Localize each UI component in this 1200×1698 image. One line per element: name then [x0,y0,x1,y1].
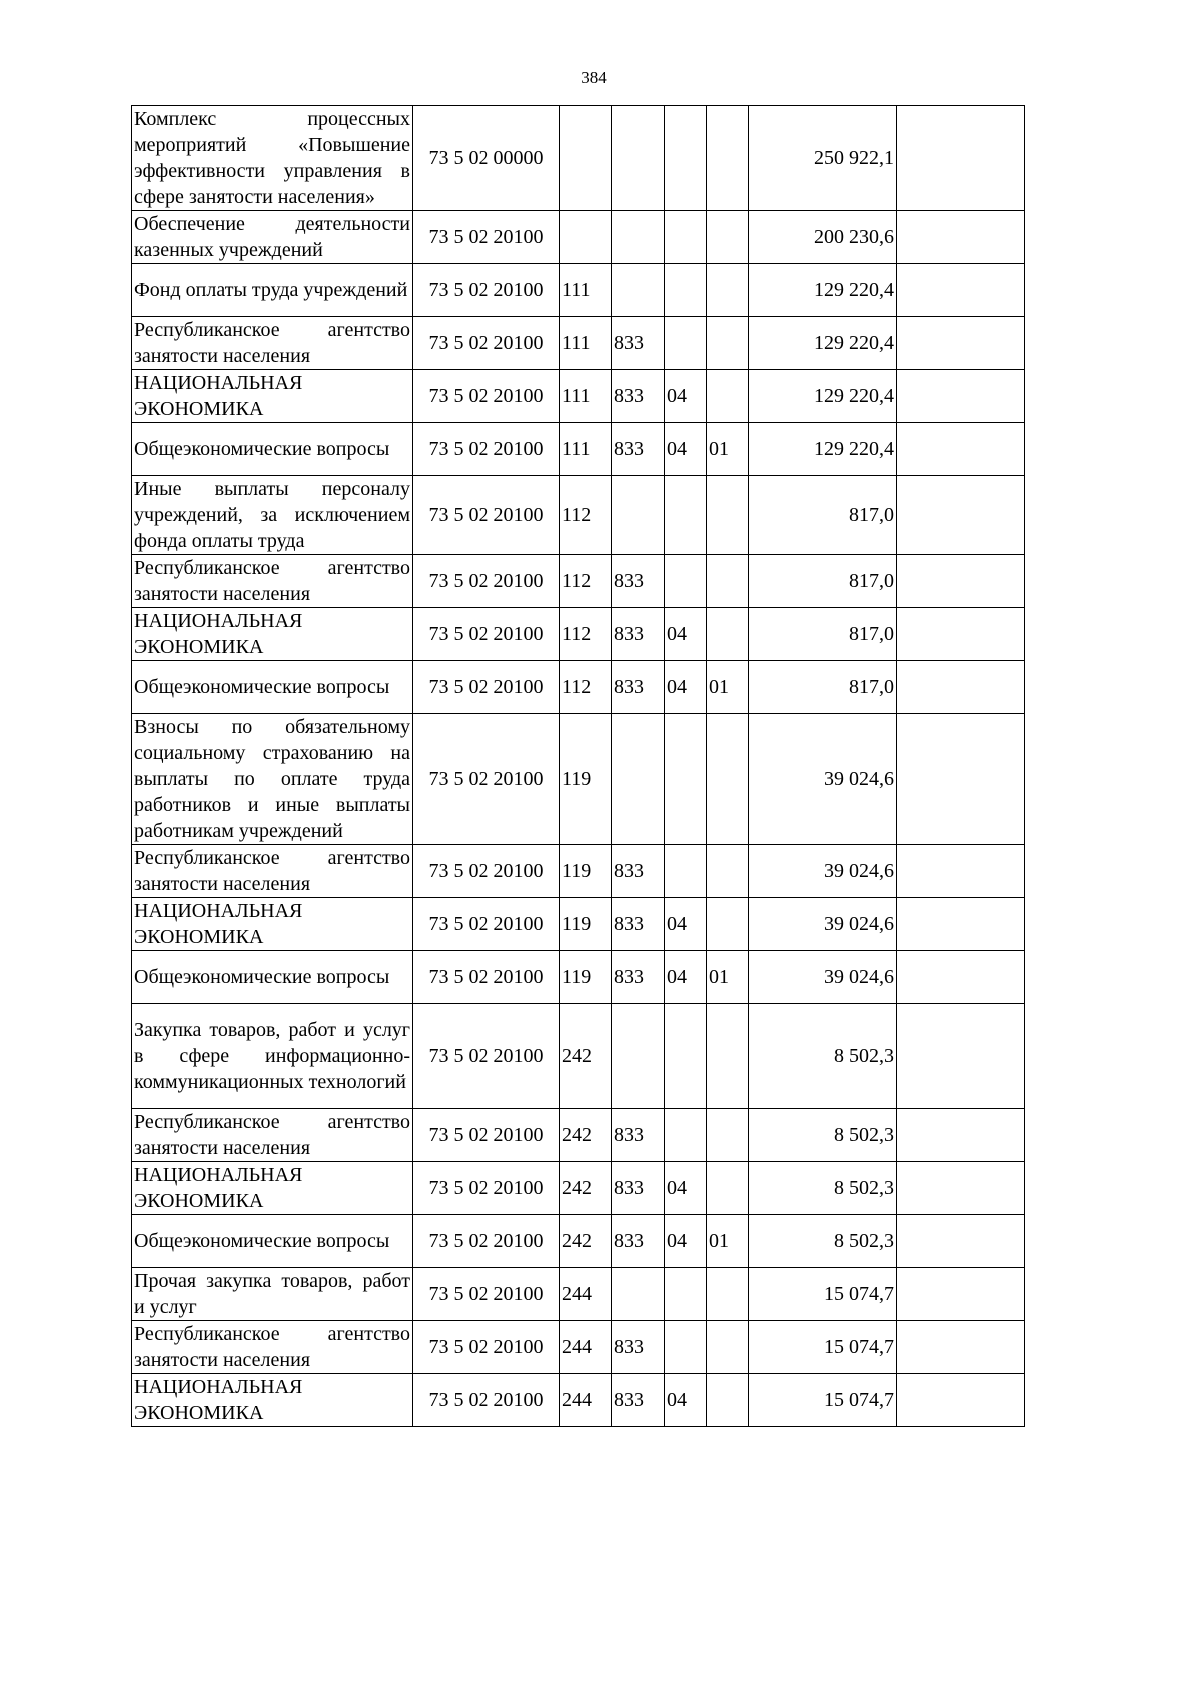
table-row [132,1215,1025,1268]
row-administrator-code [612,211,665,264]
row-subsection: 01 [707,423,749,476]
row-subsection [707,370,749,423]
row-subsection [707,211,749,264]
row-administrator-code: 833 [612,317,665,370]
row-name: Прочая закупка товаров, работ и услуг [132,1268,413,1321]
row-empty-cell [897,1004,1025,1109]
row-expense-type [560,211,612,264]
row-name: Общеэкономические вопросы [132,661,413,714]
row-expense-type: 242 [560,1162,612,1215]
row-name: Общеэкономические вопросы [132,1215,413,1268]
row-administrator-code [612,476,665,555]
row-amount: 817,0 [749,608,897,661]
row-empty-cell [897,714,1025,845]
row-amount: 200 230,6 [749,211,897,264]
row-expense-type: 111 [560,264,612,317]
row-name: Республиканское агентство занятости населения [132,845,413,898]
row-amount: 250 922,1 [749,106,897,211]
row-administrator-code: 833 [612,423,665,476]
row-amount: 129 220,4 [749,370,897,423]
row-name: Закупка товаров, работ и услуг в сфере информационно-коммуникационных технологий [132,1004,413,1109]
row-name: Общеэкономические вопросы [132,951,413,1004]
row-name: НАЦИОНАЛЬНАЯ ЭКОНОМИКА [132,898,413,951]
row-name: НАЦИОНАЛЬНАЯ ЭКОНОМИКА [132,1374,413,1427]
row-target-code: 73 5 02 20100 [413,608,560,661]
row-administrator-code: 833 [612,1215,665,1268]
row-target-code: 73 5 02 20100 [413,845,560,898]
row-name: НАЦИОНАЛЬНАЯ ЭКОНОМИКА [132,370,413,423]
row-expense-type: 111 [560,423,612,476]
table-row [132,1321,1025,1374]
table-row [132,264,1025,317]
table-row [132,845,1025,898]
row-amount: 8 502,3 [749,1004,897,1109]
row-section [665,476,707,555]
row-amount: 129 220,4 [749,264,897,317]
table-row [132,555,1025,608]
table-row [132,1374,1025,1427]
row-section [665,714,707,845]
row-name: Иные выплаты персоналу учреждений, за исключением фонда оплаты труда [132,476,413,555]
row-section [665,555,707,608]
row-subsection [707,1004,749,1109]
row-expense-type: 112 [560,476,612,555]
row-empty-cell [897,845,1025,898]
row-empty-cell [897,476,1025,555]
row-section: 04 [665,1162,707,1215]
row-expense-type: 119 [560,714,612,845]
row-target-code: 73 5 02 00000 [413,106,560,211]
row-expense-type: 111 [560,317,612,370]
row-target-code: 73 5 02 20100 [413,1004,560,1109]
table-row [132,1162,1025,1215]
row-administrator-code [612,1004,665,1109]
row-amount: 129 220,4 [749,317,897,370]
row-empty-cell [897,1268,1025,1321]
row-target-code: 73 5 02 20100 [413,951,560,1004]
row-amount: 817,0 [749,661,897,714]
table-body [132,106,1025,1427]
row-amount: 817,0 [749,555,897,608]
row-target-code: 73 5 02 20100 [413,661,560,714]
row-subsection [707,898,749,951]
table-row [132,1004,1025,1109]
row-section: 04 [665,370,707,423]
row-expense-type: 244 [560,1321,612,1374]
row-section: 04 [665,423,707,476]
row-empty-cell [897,1321,1025,1374]
row-empty-cell [897,1374,1025,1427]
row-administrator-code [612,1268,665,1321]
table-row [132,106,1025,211]
row-subsection [707,608,749,661]
row-name: Республиканское агентство занятости населения [132,1321,413,1374]
table-row [132,608,1025,661]
row-subsection [707,317,749,370]
row-target-code: 73 5 02 20100 [413,211,560,264]
row-administrator-code [612,264,665,317]
row-section: 04 [665,898,707,951]
row-administrator-code: 833 [612,1109,665,1162]
row-empty-cell [897,264,1025,317]
page-number: 384 [581,68,607,87]
row-name: Республиканское агентство занятости населения [132,317,413,370]
row-section: 04 [665,661,707,714]
row-name: НАЦИОНАЛЬНАЯ ЭКОНОМИКА [132,608,413,661]
table-row [132,951,1025,1004]
row-administrator-code: 833 [612,898,665,951]
row-empty-cell [897,608,1025,661]
row-subsection: 01 [707,1215,749,1268]
row-expense-type: 242 [560,1109,612,1162]
row-subsection [707,1268,749,1321]
row-empty-cell [897,555,1025,608]
row-subsection: 01 [707,661,749,714]
table-row [132,898,1025,951]
row-target-code: 73 5 02 20100 [413,423,560,476]
row-amount: 8 502,3 [749,1162,897,1215]
row-target-code: 73 5 02 20100 [413,370,560,423]
row-administrator-code: 833 [612,1321,665,1374]
row-subsection [707,106,749,211]
row-administrator-code: 833 [612,1374,665,1427]
row-target-code: 73 5 02 20100 [413,555,560,608]
row-subsection: 01 [707,951,749,1004]
row-amount: 15 074,7 [749,1374,897,1427]
table-row [132,317,1025,370]
row-administrator-code: 833 [612,845,665,898]
row-subsection [707,845,749,898]
row-amount: 15 074,7 [749,1268,897,1321]
table-row [132,1109,1025,1162]
row-name: Комплекс процессных мероприятий «Повышение эффективности управления в сфере занятости населения» [132,106,413,211]
table-row [132,661,1025,714]
row-empty-cell [897,1109,1025,1162]
row-expense-type: 244 [560,1268,612,1321]
row-amount: 8 502,3 [749,1109,897,1162]
row-name: Общеэкономические вопросы [132,423,413,476]
row-section [665,1004,707,1109]
row-expense-type: 112 [560,661,612,714]
row-target-code: 73 5 02 20100 [413,264,560,317]
row-empty-cell [897,370,1025,423]
row-target-code: 73 5 02 20100 [413,1162,560,1215]
row-name: Обеспечение деятельности казенных учреждений [132,211,413,264]
row-target-code: 73 5 02 20100 [413,714,560,845]
row-administrator-code: 833 [612,370,665,423]
row-administrator-code: 833 [612,608,665,661]
row-section [665,264,707,317]
table-row [132,1268,1025,1321]
row-empty-cell [897,898,1025,951]
row-expense-type: 242 [560,1004,612,1109]
table-row [132,370,1025,423]
row-expense-type: 244 [560,1374,612,1427]
row-name: Республиканское агентство занятости населения [132,1109,413,1162]
row-empty-cell [897,211,1025,264]
row-empty-cell [897,661,1025,714]
row-amount: 8 502,3 [749,1215,897,1268]
row-section [665,1109,707,1162]
row-section [665,106,707,211]
row-amount: 39 024,6 [749,714,897,845]
row-empty-cell [897,1215,1025,1268]
row-expense-type: 119 [560,951,612,1004]
row-name: НАЦИОНАЛЬНАЯ ЭКОНОМИКА [132,1162,413,1215]
row-subsection [707,264,749,317]
row-expense-type: 111 [560,370,612,423]
row-administrator-code: 833 [612,1162,665,1215]
row-administrator-code [612,106,665,211]
row-section: 04 [665,1215,707,1268]
row-empty-cell [897,951,1025,1004]
row-subsection [707,1109,749,1162]
row-amount: 129 220,4 [749,423,897,476]
row-subsection [707,476,749,555]
row-target-code: 73 5 02 20100 [413,1374,560,1427]
row-target-code: 73 5 02 20100 [413,1321,560,1374]
row-section [665,1268,707,1321]
row-section [665,317,707,370]
row-administrator-code: 833 [612,661,665,714]
row-target-code: 73 5 02 20100 [413,898,560,951]
row-empty-cell [897,106,1025,211]
row-administrator-code: 833 [612,555,665,608]
row-expense-type: 242 [560,1215,612,1268]
row-amount: 39 024,6 [749,951,897,1004]
row-name: Фонд оплаты труда учреждений [132,264,413,317]
row-subsection [707,1162,749,1215]
row-target-code: 73 5 02 20100 [413,1268,560,1321]
row-expense-type: 112 [560,608,612,661]
row-amount: 15 074,7 [749,1321,897,1374]
row-target-code: 73 5 02 20100 [413,476,560,555]
row-expense-type: 119 [560,845,612,898]
row-target-code: 73 5 02 20100 [413,1215,560,1268]
row-amount: 817,0 [749,476,897,555]
row-empty-cell [897,423,1025,476]
row-name: Республиканское агентство занятости населения [132,555,413,608]
table-row [132,714,1025,845]
budget-table [131,105,1025,1427]
row-subsection [707,714,749,845]
row-expense-type [560,106,612,211]
row-administrator-code [612,714,665,845]
row-section [665,1321,707,1374]
table-row [132,423,1025,476]
row-target-code: 73 5 02 20100 [413,1109,560,1162]
row-amount: 39 024,6 [749,845,897,898]
row-section: 04 [665,1374,707,1427]
row-target-code: 73 5 02 20100 [413,317,560,370]
row-section [665,211,707,264]
row-empty-cell [897,1162,1025,1215]
row-empty-cell [897,317,1025,370]
row-section: 04 [665,608,707,661]
row-amount: 39 024,6 [749,898,897,951]
row-name: Взносы по обязательному социальному страхованию на выплаты по оплате труда работников и иные выплаты работникам учреждений [132,714,413,845]
table-row [132,211,1025,264]
row-subsection [707,1321,749,1374]
row-expense-type: 112 [560,555,612,608]
row-section: 04 [665,951,707,1004]
table-row [132,476,1025,555]
row-subsection [707,555,749,608]
row-administrator-code: 833 [612,951,665,1004]
row-expense-type: 119 [560,898,612,951]
row-subsection [707,1374,749,1427]
row-section [665,845,707,898]
